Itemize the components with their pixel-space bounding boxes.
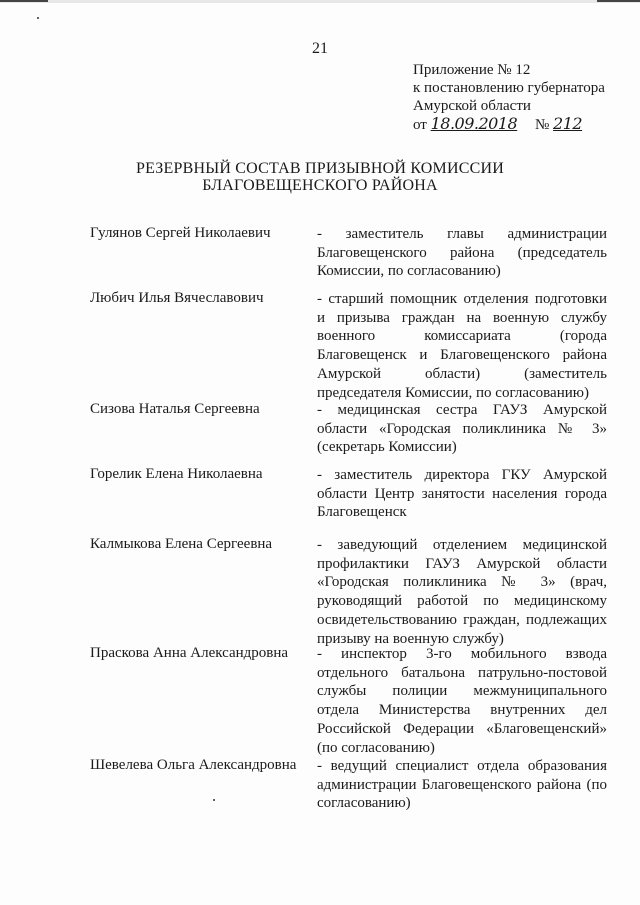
scan-mark-left xyxy=(0,0,48,2)
member-name: Любич Илья Вячеславович xyxy=(90,290,264,306)
member-name: Шевелева Ольга Александровна xyxy=(90,757,297,773)
appendix-line-2: к постановлению губернатора xyxy=(413,80,605,96)
member-role: - медицинская сестра ГАУЗ Амурской области «Городская поликлиника № 3» (секретарь Комиссии) xyxy=(317,402,607,456)
appendix-header xyxy=(413,61,628,134)
member-role: - ведущий специалист отдела образования администрации Благовещенского района (по согласованию) xyxy=(317,758,607,812)
handwritten-date: 18.09.2018 xyxy=(430,114,518,133)
appendix-line-1: Приложение № 12 xyxy=(413,62,531,78)
member-name: Горелик Елена Николаевна xyxy=(90,466,263,482)
scan-edge xyxy=(0,0,640,3)
member-name: Гулянов Сергей Николаевич xyxy=(90,225,271,241)
scan-speck xyxy=(37,17,39,19)
title-line-1: РЕЗЕРВНЫЙ СОСТАВ ПРИЗЫВНОЙ КОМИССИИ xyxy=(136,160,504,177)
member-role: - заместитель директора ГКУ Амурской области Центр занятости населения города Благовещенск xyxy=(317,467,607,521)
number-label: № xyxy=(534,117,550,133)
appendix-date-line xyxy=(413,115,628,134)
page-number: 21 xyxy=(312,40,328,57)
document-title xyxy=(0,160,640,194)
scan-mark-right xyxy=(597,0,640,2)
member-role: - старший помощник отделения подготовки и призыва граждан на военную службу военного комиссариата (города Благовещенск и Благовещенского района Амурской области) (заместитель председателя Комиссии, по согласованию) xyxy=(317,291,607,401)
member-role: - заместитель главы администрации Благовещенского района (председатель Комиссии, по согласованию) xyxy=(317,226,607,280)
member-role: - инспектор 3-го мобильного взвода отдельного батальона патрульно-постовой службы полиции межмуниципального отдела Министерства внутренних дел Российской Федерации «Благовещенский» (по согласованию) xyxy=(317,646,607,756)
member-role: - заведующий отделением медицинской профилактики ГАУЗ Амурской области «Городская поликлиника № 3» (врач, руководящий работой по медицинскому освидетельствованию граждан, подлежащих призыву на военную службу) xyxy=(317,537,607,647)
member-name: Сизова Наталья Сергеевна xyxy=(90,401,260,417)
appendix-line-3: Амурской области xyxy=(413,98,531,114)
from-label: от xyxy=(413,117,427,133)
member-name: Праскова Анна Александровна xyxy=(90,645,289,661)
scan-speck xyxy=(213,799,215,801)
handwritten-number: 212 xyxy=(553,114,583,133)
member-name: Калмыкова Елена Сергеевна xyxy=(90,536,273,552)
title-line-2: БЛАГОВЕЩЕНСКОГО РАЙОНА xyxy=(202,177,438,194)
